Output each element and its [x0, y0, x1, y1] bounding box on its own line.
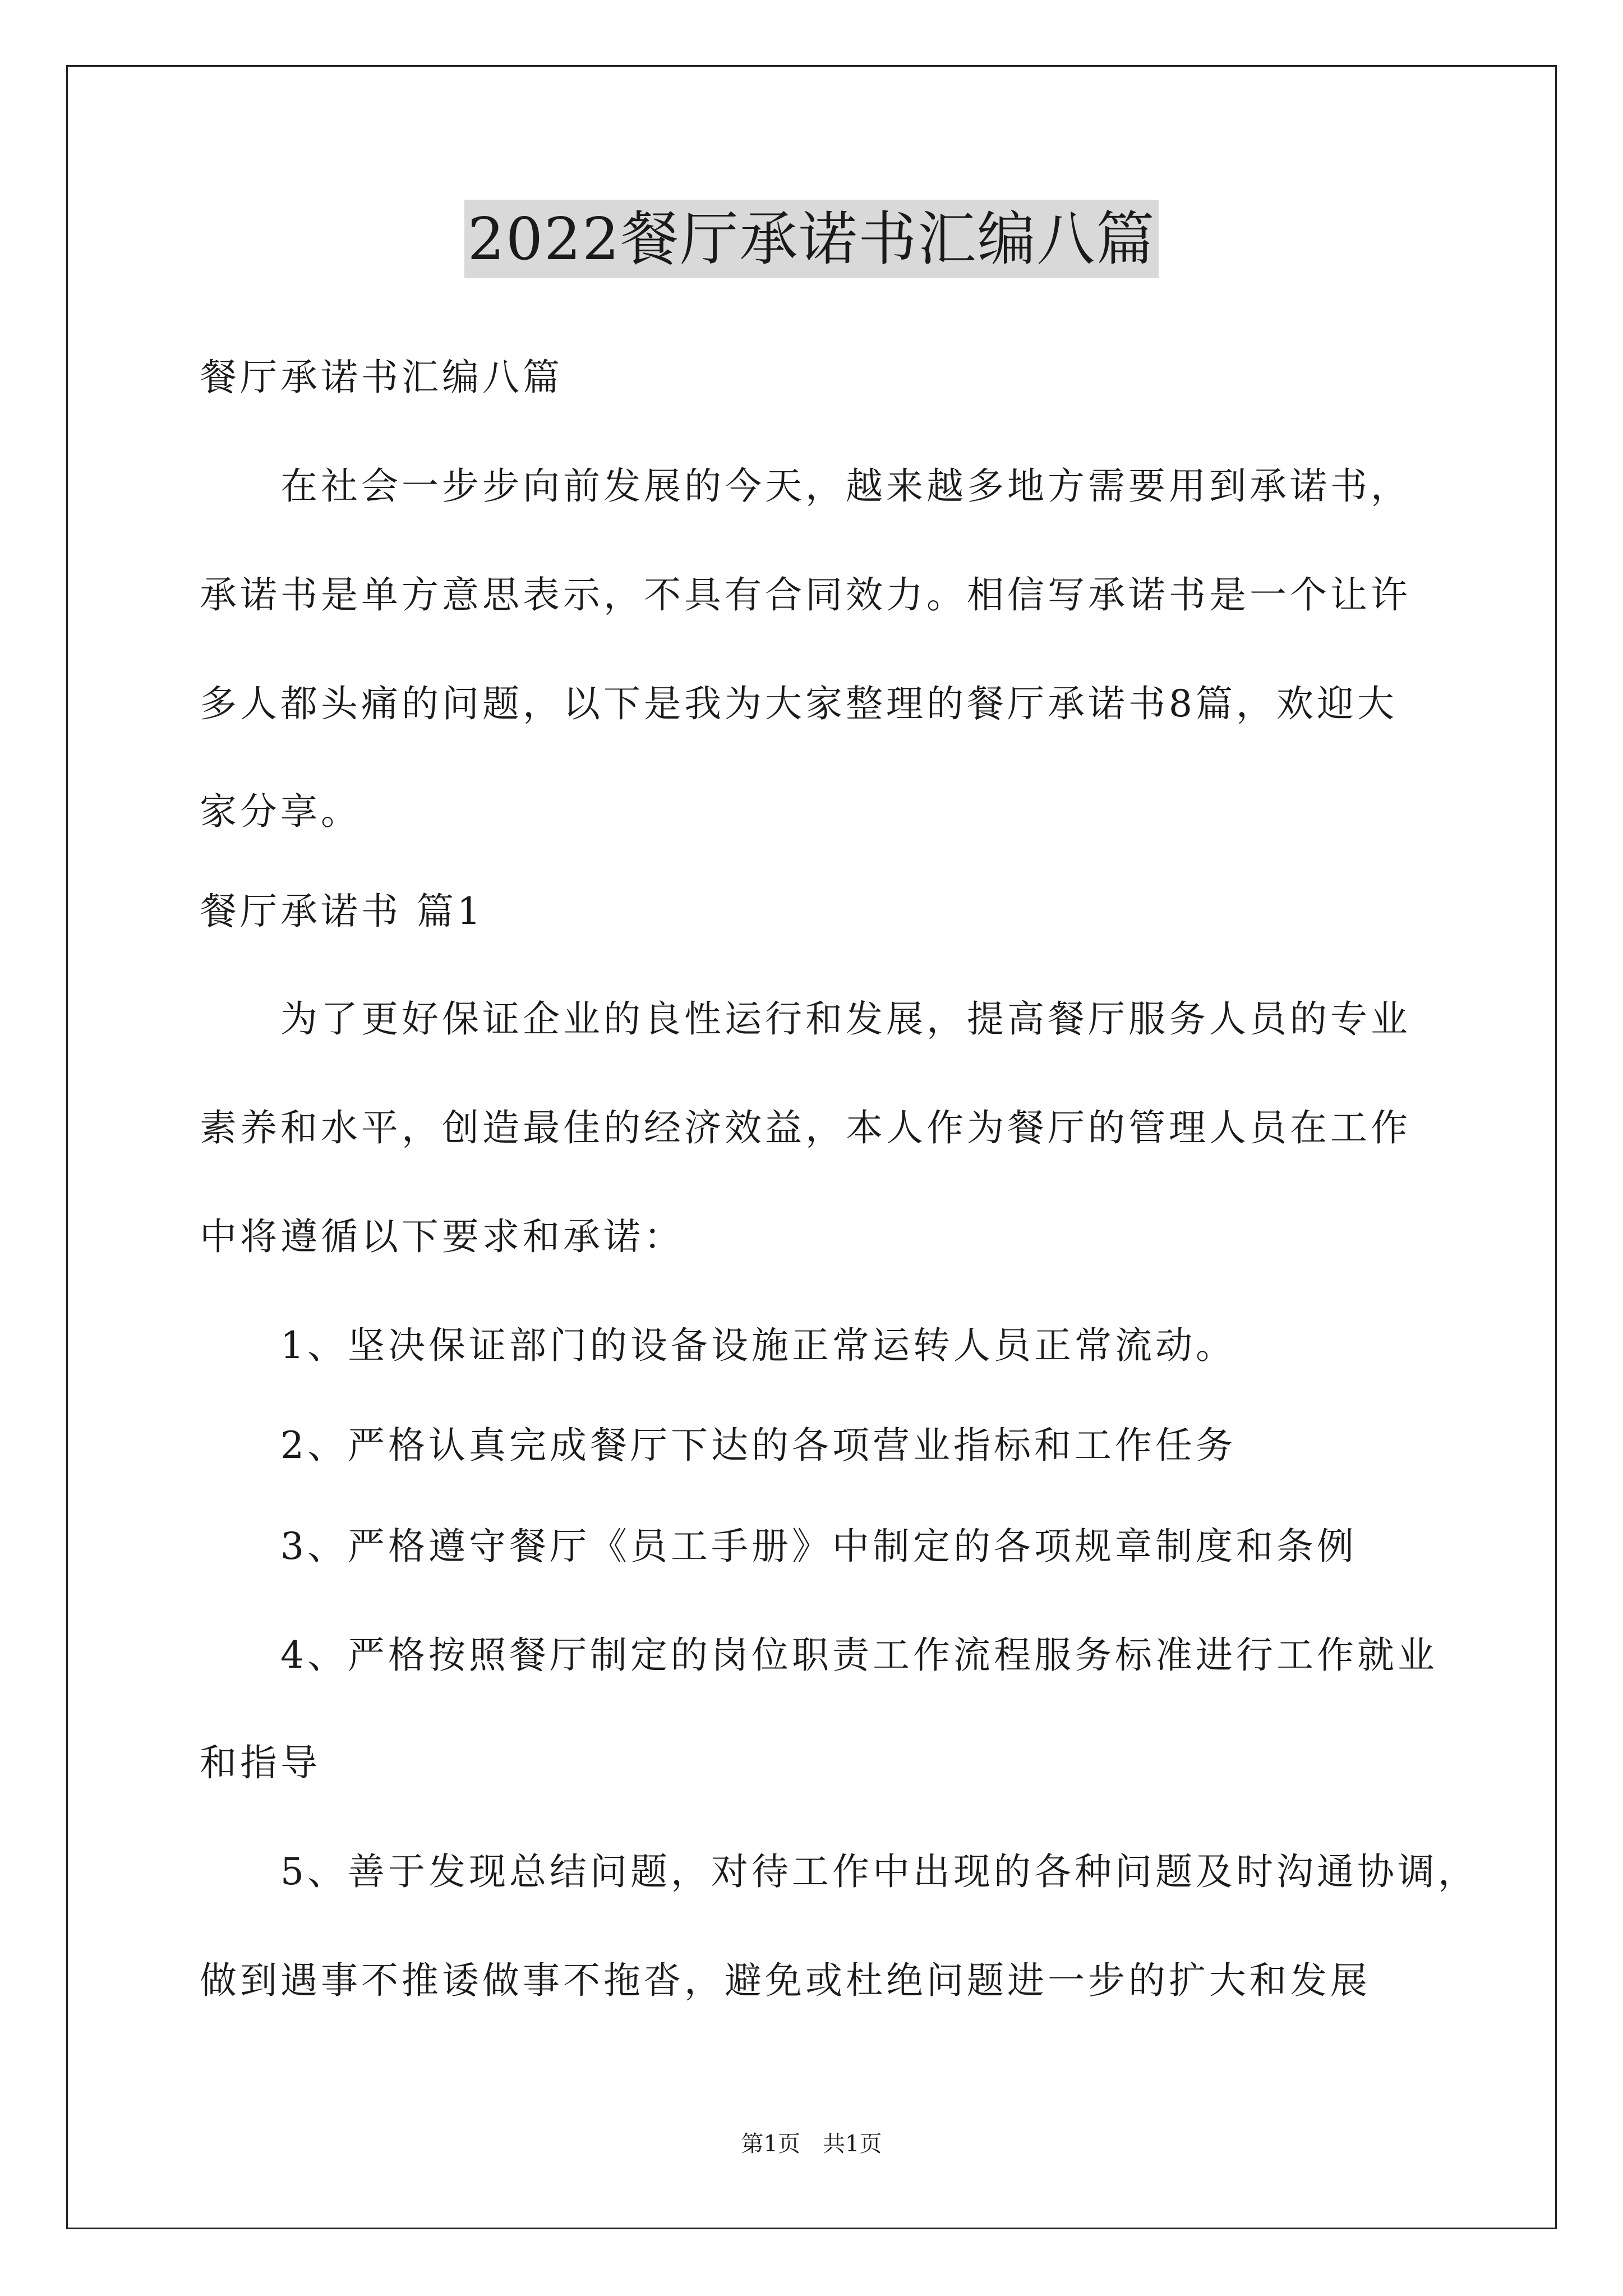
- section-line-1: 为了更好保证企业的良性运行和发展，提高餐厅服务人员的专业: [280, 997, 1411, 1041]
- list-item-5-cont: 做到遇事不推诿做事不拖沓，避免或杜绝问题进一步的扩大和发展: [200, 1959, 1371, 2002]
- intro-line-3: 多人都头痛的问题，以下是我为大家整理的餐厅承诺书8篇，欢迎大: [200, 682, 1398, 725]
- title-container: [0, 200, 1623, 278]
- intro-line-1: 在社会一步步向前发展的今天，越来越多地方需要用到承诺书，: [280, 464, 1411, 508]
- list-item-2: 2、严格认真完成餐厅下达的各项营业指标和工作任务: [280, 1424, 1236, 1467]
- list-item-3: 3、严格遵守餐厅《员工手册》中制定的各项规章制度和条例: [280, 1525, 1357, 1568]
- intro-line-2: 承诺书是单方意思表示，不具有合同效力。相信写承诺书是一个让许: [200, 573, 1411, 616]
- section-line-3: 中将遵循以下要求和承诺：: [200, 1215, 684, 1258]
- intro-line-4: 家分享。: [200, 790, 361, 833]
- document-title: 2022餐厅承诺书汇编八篇: [464, 200, 1159, 278]
- list-item-4-cont: 和指导: [200, 1741, 321, 1784]
- list-item-5: 5、善于发现总结问题，对待工作中出现的各种问题及时沟通协调，: [280, 1850, 1478, 1893]
- list-item-4: 4、严格按照餐厅制定的岗位职责工作流程服务标准进行工作就业: [280, 1634, 1438, 1677]
- page-footer: 第1页 共1页: [741, 2131, 882, 2157]
- list-item-1: 1、坚决保证部门的设备设施正常运转人员正常流动。: [280, 1324, 1236, 1367]
- section-line-2: 素养和水平，创造最佳的经济效益，本人作为餐厅的管理人员在工作: [200, 1106, 1411, 1149]
- section-heading: 餐厅承诺书 篇1: [200, 890, 484, 933]
- document-subtitle: 餐厅承诺书汇编八篇: [200, 356, 563, 399]
